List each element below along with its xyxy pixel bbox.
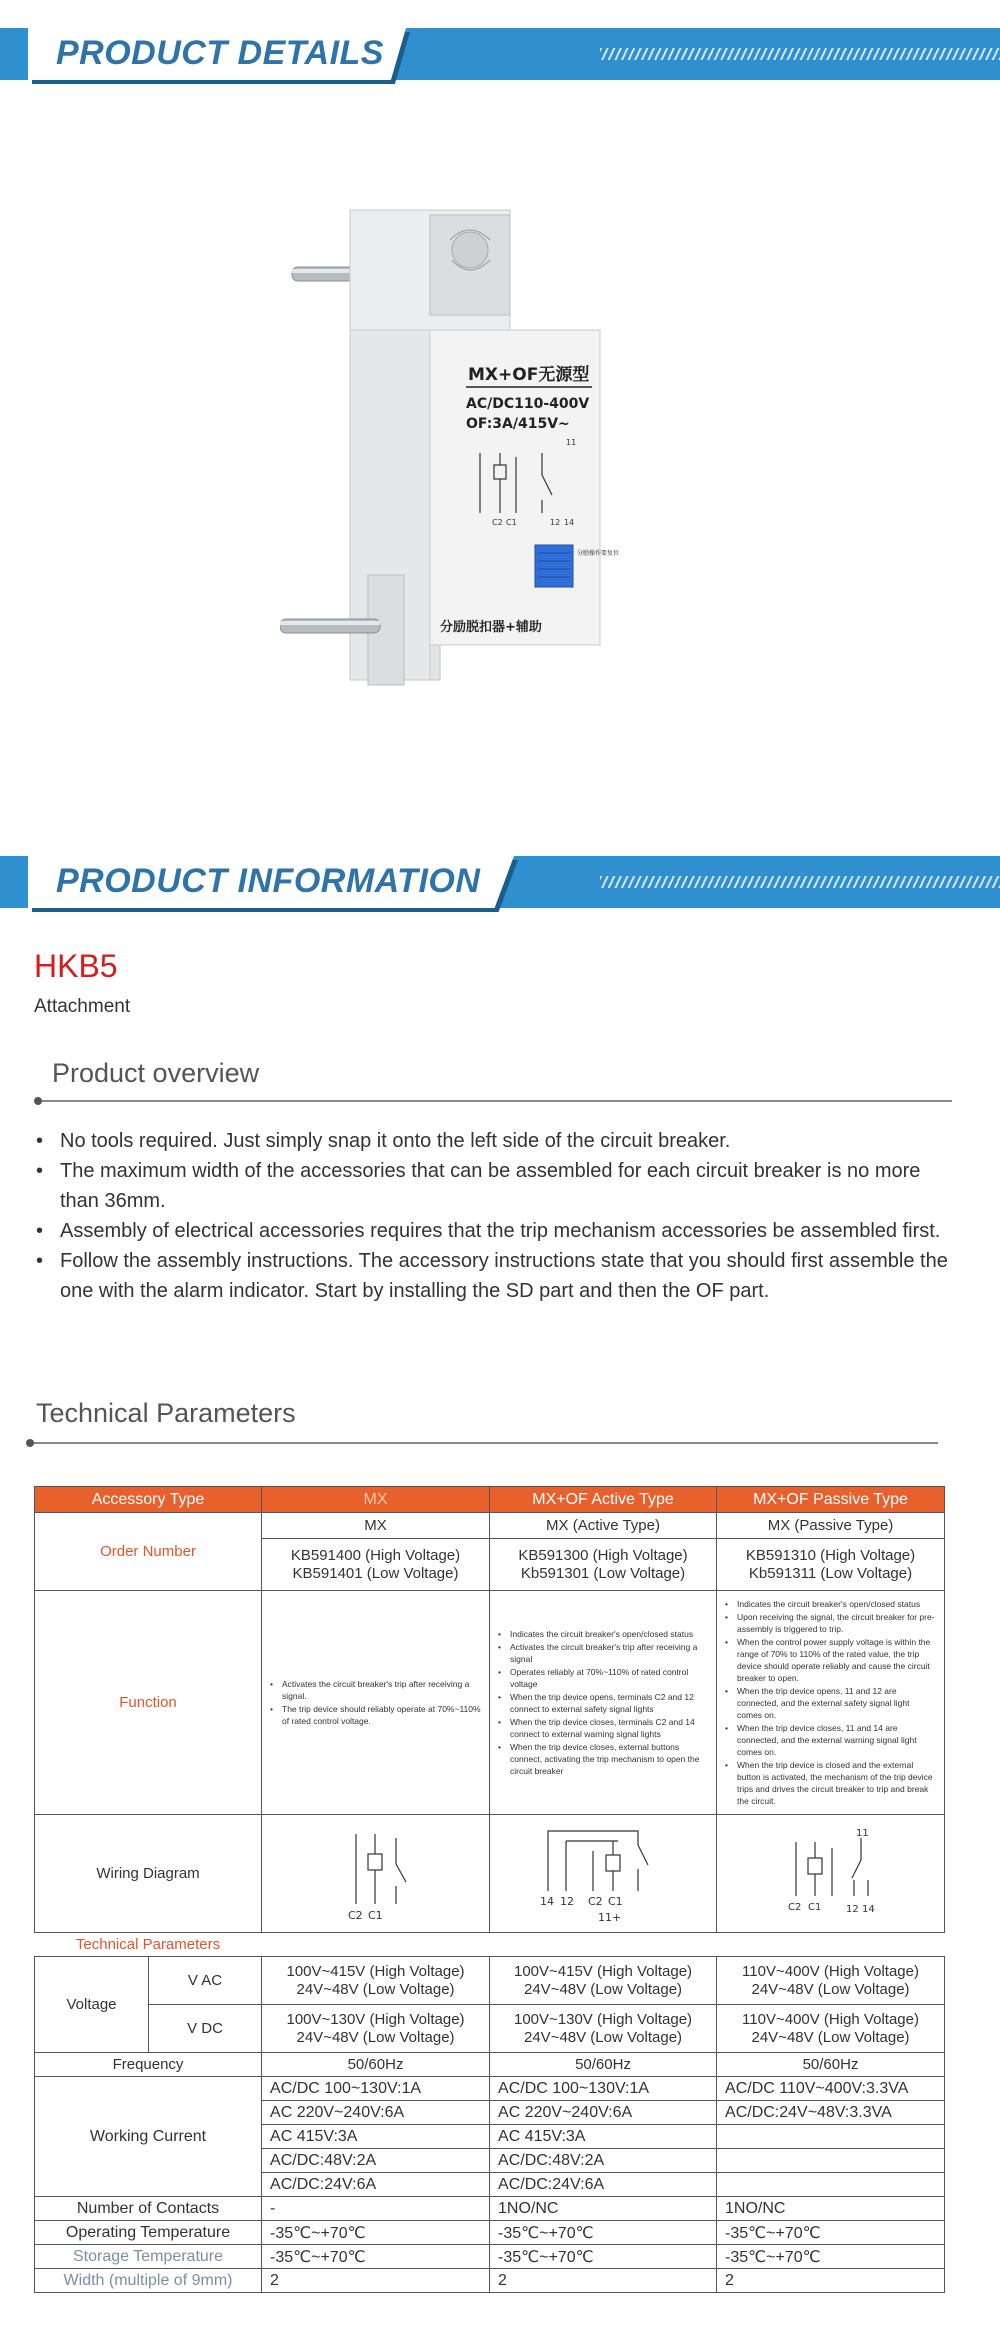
device-label-line3: OF:3A/415V~ bbox=[466, 416, 570, 432]
width-cell: 2 bbox=[262, 2269, 490, 2293]
function-cell: • Activates the circuit breaker's trip after receiving a signal. • The trip device should reliably operate at 70%~110% of rated control voltage. bbox=[262, 1591, 490, 1815]
device-label-line1: MX+OF无源型 bbox=[468, 365, 590, 385]
wc-cell: AC/DC 100~130V:1A bbox=[262, 2077, 490, 2101]
svg-text:11: 11 bbox=[855, 1827, 869, 1839]
vac-cell: 100V~415V (High Voltage) 24V~48V (Low Voltage) bbox=[262, 1957, 490, 2005]
reset-knob bbox=[535, 545, 573, 587]
op-temp-cell: -35℃~+70℃ bbox=[490, 2221, 717, 2245]
working-current-label: Working Current bbox=[35, 2077, 262, 2197]
type-cell: MX (Passive Type) bbox=[717, 1513, 945, 1539]
banner-title: PRODUCT INFORMATION bbox=[56, 862, 481, 900]
overview-title: Product overview bbox=[52, 1058, 260, 1088]
wc-cell: AC 415V:3A bbox=[490, 2125, 717, 2149]
contacts-cell: - bbox=[262, 2197, 490, 2221]
header-mx: MX bbox=[262, 1487, 490, 1513]
wc-cell: AC/DC:24V~48V:3.3VA bbox=[717, 2101, 945, 2125]
contacts-label: Number of Contacts bbox=[35, 2197, 262, 2221]
function-label: Function bbox=[35, 1591, 262, 1815]
order-number-label: Order Number bbox=[35, 1513, 262, 1591]
vac-cell: 110V~400V (High Voltage) 24V~48V (Low Voltage) bbox=[717, 1957, 945, 2005]
type-cell: MX bbox=[262, 1513, 490, 1539]
wc-cell: AC/DC:24V:6A bbox=[262, 2173, 490, 2197]
wiring-diagram-mx bbox=[262, 1815, 490, 1933]
wc-cell: AC/DC:48V:2A bbox=[262, 2149, 490, 2173]
overview-divider-dot bbox=[34, 1097, 42, 1105]
contacts-cell: 1NO/NC bbox=[717, 2197, 945, 2221]
svg-text:C1: C1 bbox=[367, 1908, 383, 1922]
wc-cell: AC/DC:48V:2A bbox=[490, 2149, 717, 2173]
list-item: • Follow the assembly instructions. The accessory instructions state that you should first assemble the one with the alarm indicator. Start by installing the SD part and then the OF part. bbox=[34, 1246, 954, 1306]
tech-divider-dot bbox=[26, 1439, 34, 1447]
wc-cell: AC/DC 100~130V:1A bbox=[490, 2077, 717, 2101]
header-accessory-type: Accessory Type bbox=[35, 1487, 262, 1513]
list-item: • No tools required. Just simply snap it onto the left side of the circuit breaker. bbox=[34, 1126, 954, 1156]
svg-text:C2: C2 bbox=[347, 1908, 363, 1922]
wc-cell bbox=[717, 2173, 945, 2197]
header-passive: MX+OF Passive Type bbox=[717, 1487, 945, 1513]
terminal-11-label: 11 bbox=[566, 438, 577, 447]
vac-label: V AC bbox=[149, 1957, 262, 2005]
svg-text:14: 14 bbox=[861, 1903, 875, 1915]
product-details-banner bbox=[0, 28, 1000, 80]
svg-text:C2: C2 bbox=[787, 1901, 801, 1913]
wc-cell: AC/DC 110V~400V:3.3VA bbox=[717, 2077, 945, 2101]
frequency-cell: 50/60Hz bbox=[717, 2053, 945, 2077]
vdc-label: V DC bbox=[149, 2005, 262, 2053]
svg-text:12: 12 bbox=[560, 1894, 575, 1908]
contacts-cell: 1NO/NC bbox=[490, 2197, 717, 2221]
svg-text:C2: C2 bbox=[588, 1894, 603, 1908]
order-cell: KB591310 (High Voltage) Kb591311 (Low Voltage) bbox=[717, 1539, 945, 1591]
vdc-cell: 100V~130V (High Voltage) 24V~48V (Low Voltage) bbox=[490, 2005, 717, 2053]
vac-cell: 100V~415V (High Voltage) 24V~48V (Low Voltage) bbox=[490, 1957, 717, 2005]
wc-cell bbox=[717, 2125, 945, 2149]
svg-text:14: 14 bbox=[540, 1894, 555, 1908]
knob-label: 分励操作要复位 bbox=[577, 550, 620, 557]
op-temp-cell: -35℃~+70℃ bbox=[717, 2221, 945, 2245]
vdc-cell: 100V~130V (High Voltage) 24V~48V (Low Voltage) bbox=[262, 2005, 490, 2053]
wiring-diagram-active bbox=[490, 1815, 717, 1933]
device-side-label: 分励脱扣器+辅助 bbox=[440, 620, 542, 635]
wc-cell: AC/DC:24V:6A bbox=[490, 2173, 717, 2197]
header-active: MX+OF Active Type bbox=[490, 1487, 717, 1513]
tech-title: Technical Parameters bbox=[36, 1398, 296, 1428]
function-cell: • Indicates the circuit breaker's open/closed status • Upon receiving the signal, the circuit breaker for pre-assembly is triggered to trip. • When the control power supply voltage is within the range of 70% to 110% of the rated value, the trip device should operate reliably and cause the circuit breaker to open. • When the trip device opens, 11 and 12 are connected, and the external safety signal light comes on. • When the trip device closes, 11 and 14 are connected, and the external warning signal light comes on. • When the trip device is closed and the external button is activated, the mechanism of the trip device trips and drives the circuit breaker to trip and break the circuit. bbox=[717, 1591, 945, 1815]
width-cell: 2 bbox=[490, 2269, 717, 2293]
st-temp-cell: -35℃~+70℃ bbox=[490, 2245, 717, 2269]
terminal-12-label: 12 bbox=[550, 518, 561, 527]
frequency-cell: 50/60Hz bbox=[490, 2053, 717, 2077]
tech-sub-label: Technical Parameters bbox=[35, 1933, 262, 1957]
operating-temp-label: Operating Temperature bbox=[35, 2221, 262, 2245]
width-cell: 2 bbox=[717, 2269, 945, 2293]
wiring-label: Wiring Diagram bbox=[35, 1815, 262, 1933]
type-cell: MX (Active Type) bbox=[490, 1513, 717, 1539]
st-temp-cell: -35℃~+70℃ bbox=[262, 2245, 490, 2269]
model-subtitle: Attachment bbox=[34, 996, 131, 1017]
wc-cell: AC 220V~240V:6A bbox=[490, 2101, 717, 2125]
op-temp-cell: -35℃~+70℃ bbox=[262, 2221, 490, 2245]
svg-text:12: 12 bbox=[845, 1903, 859, 1915]
svg-text:C1: C1 bbox=[608, 1894, 623, 1908]
banner-title: PRODUCT DETAILS bbox=[56, 34, 384, 72]
terminal-c1-label: C1 bbox=[506, 518, 517, 527]
tech-divider bbox=[30, 1442, 938, 1444]
function-cell: • Indicates the circuit breaker's open/closed status • Activates the circuit breaker's trip after receiving a signal • Operates reliably at 70%~110% of rated control voltage • When the trip device opens, terminals C2 and 12 connect to external safety signal lights • When the trip device closes, terminals C2 and 14 connect to external warning signal lights • When the trip device closes, external buttons connect, activating the trip mechanism to open the circuit breaker bbox=[490, 1591, 717, 1815]
wc-cell: AC 220V~240V:6A bbox=[262, 2101, 490, 2125]
st-temp-cell: -35℃~+70℃ bbox=[717, 2245, 945, 2269]
order-cell: KB591400 (High Voltage) KB591401 (Low Voltage) bbox=[262, 1539, 490, 1591]
wiring-diagram-passive bbox=[717, 1815, 945, 1933]
list-item: • Assembly of electrical accessories requires that the trip mechanism accessories be assembled first. bbox=[34, 1216, 954, 1246]
wc-cell bbox=[717, 2149, 945, 2173]
width-label: Width (multiple of 9mm) bbox=[35, 2269, 262, 2293]
svg-text:C1: C1 bbox=[807, 1901, 821, 1913]
voltage-label: Voltage bbox=[35, 1957, 149, 2053]
storage-temp-label: Storage Temperature bbox=[35, 2245, 262, 2269]
wc-cell: AC 415V:3A bbox=[262, 2125, 490, 2149]
device-label-line2: AC/DC110-400V bbox=[466, 396, 590, 412]
frequency-label: Frequency bbox=[35, 2053, 262, 2077]
svg-text:11+: 11+ bbox=[598, 1910, 622, 1924]
terminal-c2-label: C2 bbox=[492, 518, 503, 527]
overview-divider bbox=[38, 1100, 952, 1102]
vdc-cell: 110V~400V (High Voltage) 24V~48V (Low Voltage) bbox=[717, 2005, 945, 2053]
order-cell: KB591300 (High Voltage) Kb591301 (Low Voltage) bbox=[490, 1539, 717, 1591]
list-item: • The maximum width of the accessories that can be assembled for each circuit breaker is no more than 36mm. bbox=[34, 1156, 954, 1216]
banner-stripes bbox=[600, 48, 1000, 60]
overview-list bbox=[34, 1126, 954, 1306]
terminal-14-label: 14 bbox=[564, 518, 575, 527]
frequency-cell: 50/60Hz bbox=[262, 2053, 490, 2077]
product-image bbox=[280, 195, 680, 735]
parameter-table bbox=[34, 1486, 945, 2293]
product-information-banner bbox=[0, 856, 1000, 908]
model-name: HKB5 bbox=[34, 948, 118, 984]
banner-stripes bbox=[600, 876, 1000, 888]
